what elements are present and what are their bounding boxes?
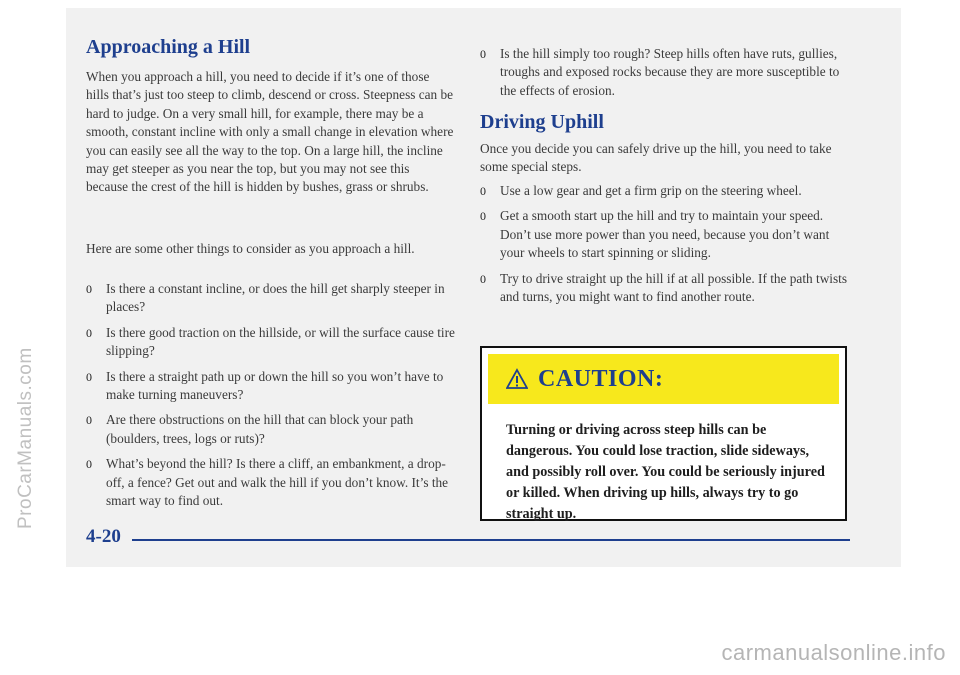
considerations-paragraph: Here are some other things to consider as you approach a hill. (86, 241, 415, 256)
warning-triangle-icon (506, 368, 528, 390)
bullet-icon: 0 (86, 369, 92, 384)
bullet-icon: 0 (480, 47, 486, 61)
side-watermark: ProCarManuals.com (15, 347, 36, 529)
caution-text: Turning or driving across steep hills can be dangerous. You could lose traction, slide sideways, and possibly roll over. You could be seriously injured or killed. When driving up hills, always try to go straight up. (506, 422, 825, 522)
uphill-intro-paragraph: Once you decide you can safely drive up the hill, you need to take some special steps. (480, 141, 832, 175)
list-item: 0 Is there a straight path up or down the hill so you won’t have to make turning maneuvers? (86, 368, 444, 403)
bullet-icon: 0 (480, 271, 486, 286)
list-item: 0 Are there obstructions on the hill that can block your path (boulders, trees, logs or ruts)? (86, 412, 414, 446)
page-number: 4-20 (86, 526, 121, 547)
list-item: 0 Get a smooth start up the hill and try to maintain your speed. Don’t use more power than you need, because you don’t want your wheels to start spinning or sliding. (480, 208, 830, 261)
footer-divider (132, 539, 850, 541)
intro-paragraph: When you approach a hill, you need to decide if it’s one of those hills that’s just too steep to climb, descend or cross. Steepness can be hard to judge. On a very small hill, for example, there may be a smooth, constant incline with only a small change in elevation where you can easily see all the way to the top. On a large hill, the incline may get steeper as you near the top, but you may not see this because the crest of the hill is hidden by bushes, grass or shrubs. (86, 69, 454, 195)
rough-hill-list (480, 45, 850, 100)
uphill-steps-list (480, 182, 850, 313)
list-item: 0 Is there good traction on the hillside, or will the surface cause tire slipping? (86, 324, 455, 359)
section-heading-approaching: Approaching a Hill (86, 36, 251, 58)
list-item: 0 Is there a constant incline, or does the hill get sharply steeper in places? (86, 281, 445, 315)
list-item: 0 Use a low gear and get a firm grip on the steering wheel. (480, 182, 850, 200)
bullet-icon: 0 (480, 184, 486, 198)
caution-header (488, 354, 839, 404)
considerations-list (86, 280, 456, 517)
bullet-icon: 0 (480, 209, 486, 224)
list-item: 0 What’s beyond the hill? Is there a cliff, an embankment, a drop-off, a fence? Get out and walk the hill if you don’t know. It’s the smart way to find out. (86, 456, 449, 509)
caution-title: CAUTION: (538, 365, 664, 392)
caution-box (480, 346, 847, 521)
section-heading-driving-uphill: Driving Uphill (480, 111, 604, 133)
bullet-icon: 0 (86, 325, 92, 340)
bullet-icon: 0 (86, 282, 92, 296)
bottom-watermark: carmanualsonline.info (721, 640, 946, 665)
bullet-icon: 0 (86, 457, 92, 472)
bullet-icon: 0 (86, 413, 92, 428)
list-item: 0 Try to drive straight up the hill if at all possible. If the path twists and turns, you might want to find another route. (480, 270, 848, 305)
list-item: 0 Is the hill simply too rough? Steep hills often have ruts, gullies, troughs and exposed rocks because they are more susceptible to the effects of erosion. (480, 46, 840, 98)
manual-page (66, 8, 901, 567)
